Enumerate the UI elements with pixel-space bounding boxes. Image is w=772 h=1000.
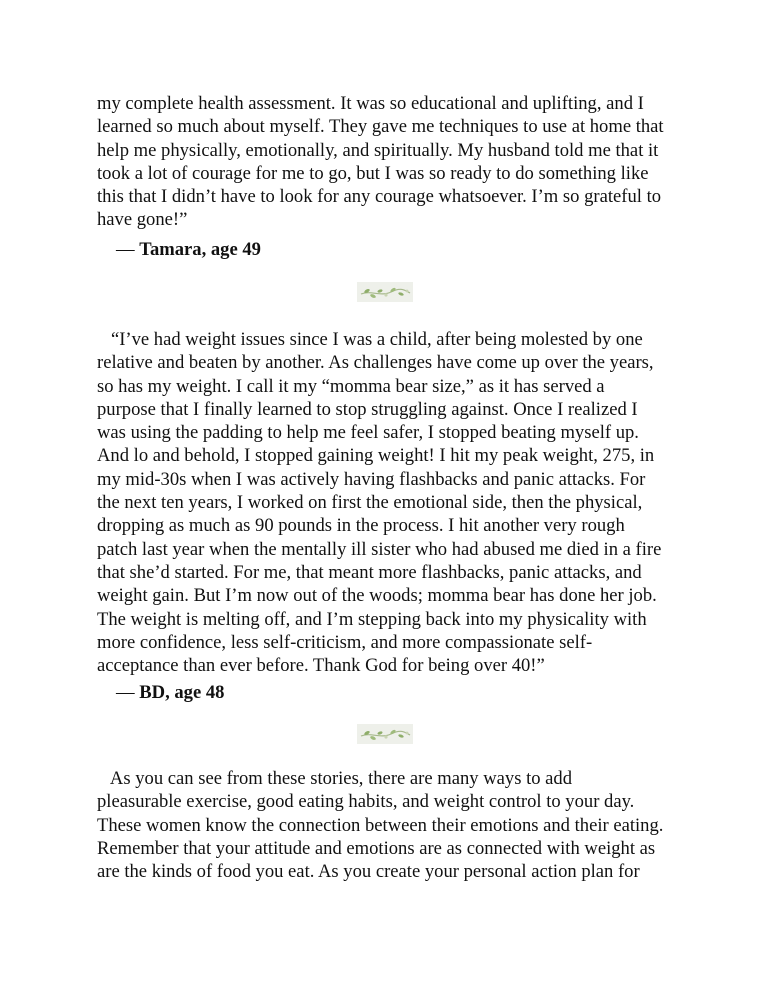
text-line: pleasurable exercise, good eating habits, and weight control to your day. — [97, 791, 635, 813]
floral-sprig-icon — [357, 724, 413, 744]
text-line: relative and beaten by another. As challenges have come up over the years, — [97, 352, 654, 374]
text-line: so has my weight. I call it my “momma bear size,” as it has served a — [97, 375, 605, 397]
text-line: And lo and behold, I stopped gaining weight! I hit my peak weight, 275, in — [97, 445, 655, 467]
text-line: my complete health assessment. It was so educational and uplifting, and I — [97, 93, 644, 114]
text-line: As you can see from these stories, there are many ways to add — [97, 768, 573, 789]
attribution-tamara — [116, 238, 261, 261]
text-line: dropping as much as 90 pounds in the process. I hit another very rough — [97, 515, 625, 537]
text-line: patch last year when the mentally ill sister who had abused me died in a fire — [97, 538, 662, 560]
text-line: the next ten years, I worked on first the emotional side, then the physical, — [97, 492, 643, 514]
text-line: Remember that your attitude and emotions are as connected with weight as — [97, 837, 656, 859]
text-line: have gone!” — [97, 209, 188, 231]
text-line: purpose that I finally learned to stop struggling against. Once I realized I — [97, 398, 638, 420]
attribution-name: Tamara, age 49 — [139, 239, 261, 260]
text-line: this that I didn’t have to look for any courage whatsoever. I’m so grateful to — [97, 186, 662, 208]
text-line: that she’d started. For me, that meant more flashbacks, panic attacks, and — [97, 561, 642, 583]
text-line: was using the padding to help me feel safer, I stopped beating myself up. — [97, 422, 639, 444]
attribution-bd — [116, 681, 224, 704]
text-line: The weight is melting off, and I’m stepping back into my physicality with — [97, 608, 647, 630]
text-line: more confidence, less self-criticism, and more compassionate self- — [97, 631, 593, 653]
text-line: learned so much about myself. They gave me techniques to use at home that — [97, 116, 664, 138]
text-line: weight gain. But I’m now out of the woods; momma bear has done her job. — [97, 585, 657, 607]
text-line: acceptance than ever before. Thank God for being over 40!” — [97, 655, 545, 677]
text-line: These women know the connection between their emotions and their eating. — [97, 814, 664, 836]
floral-sprig-icon — [357, 282, 413, 302]
text-line: help me physically, emotionally, and spiritually. My husband told me that it — [97, 139, 659, 161]
paragraph-tamara-testimonial — [97, 92, 697, 232]
text-line: my mid-30s when I was actively having flashbacks and panic attacks. For — [97, 468, 646, 490]
paragraph-conclusion — [97, 767, 697, 883]
attribution-dash: — — [116, 682, 140, 703]
attribution-dash: — — [116, 239, 140, 260]
paragraph-bd-testimonial — [97, 328, 697, 677]
text-line: are the kinds of food you eat. As you create your personal action plan for — [97, 861, 640, 883]
text-line: took a lot of courage for me to go, but I was so ready to do something like — [97, 162, 649, 184]
text-line: “I’ve had weight issues since I was a child, after being molested by one — [97, 329, 643, 350]
attribution-name: BD, age 48 — [139, 682, 225, 703]
